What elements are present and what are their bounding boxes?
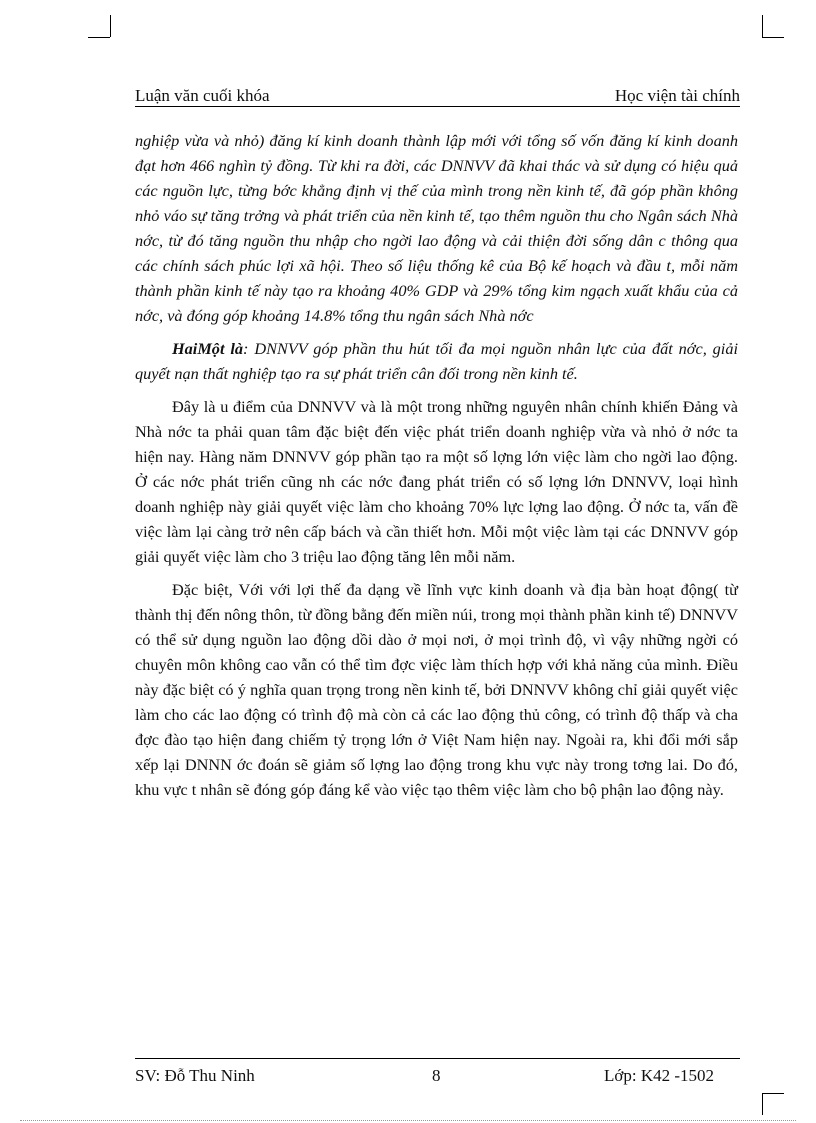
header-rule [135, 106, 740, 107]
crop-mark-top-right-h [762, 37, 784, 38]
crop-mark-bottom-right-h [762, 1093, 784, 1094]
paragraph-2-text: : DNNVV góp phần thu hút tối đa mọi nguồn nhân lực của đất nớc, giải quyết nạn thất nghiệp tạo ra sự phát triển cân đối trong nền kinh tế. [135, 339, 738, 383]
crop-mark-top-right-v [762, 15, 763, 37]
paragraph-3: Đây là u điểm của DNNVV và là một trong những nguyên nhân chính khiến Đảng và Nhà nớc ta phải quan tâm đặc biệt đến việc phát triển doanh nghiệp vừa và nhỏ ở nớc ta hiện nay. Hàng năm DNNVV góp phần tạo ra một số lợng lớn việc làm cho ngời lao động. Ở các nớc phát triển cũng nh các nớc đang phát triển có số lợng lớn DNNVV, loại hình doanh nghiệp này giải quyết việc làm cho khoảng 70% lực lợng lao động. Ở nớc ta, vấn đề việc làm lại càng trở nên cấp bách và cần thiết hơn. Mỗi một việc làm tại các DNNVV góp giải quyết việc làm cho 3 triệu lao động tăng lên mỗi năm. [135, 397, 738, 566]
page-bottom-dotted-border [20, 1120, 796, 1121]
document-body [135, 128, 738, 810]
footer-page-number: 8 [432, 1066, 441, 1085]
header-right-title: Học viện tài chính [614, 86, 740, 105]
header-left-title: Luận văn cuối khóa [135, 86, 270, 105]
footer-rule [135, 1058, 740, 1059]
footer-student: SV: Đỗ Thu Ninh [135, 1066, 255, 1085]
paragraph-1: nghiệp vừa và nhỏ) đăng kí kinh doanh thành lập mới với tổng số vốn đăng kí kinh doanh đạt hơn 466 nghìn tỷ đồng. Từ khi ra đời, các DNNVV đã khai thác và sử dụng có hiệu quả các nguồn lực, từng bớc khẳng định vị thế của mình trong nền kinh tế, đã góp phần không nhỏ váo sự tăng trởng và phát triển của nền kinh tế, tạo thêm nguồn thu cho Ngân sách Nhà nớc, từ đó tăng nguồn thu nhập cho ngời lao động và cải thiện đời sống dân c thông qua các chính sách phúc lợi xã hội. Theo số liệu thống kê của Bộ kế hoạch và đầu t, mỗi năm thành phần kinh tế này tạo ra khoảng 40% GDP và 29% tổng kim ngạch xuất khẩu của cả nớc, và đóng góp khoảng 14.8% tổng thu ngân sách Nhà nớc [135, 131, 738, 325]
paragraph-2 [135, 336, 738, 386]
footer-class: Lớp: K42 -1502 [604, 1066, 715, 1085]
paragraph-2-label: HaiMột là [172, 339, 244, 358]
paragraph-4: Đặc biệt, Với với lợi thế đa dạng về lĩnh vực kinh doanh và địa bàn hoạt động( từ thành thị đến nông thôn, từ đồng bằng đến miền núi, trong mọi thành phần kinh tế) DNNVV có thể sử dụng nguồn lao động dồi dào ở mọi nơi, ở mọi trình độ, vì vậy những ngời có chuyên môn không cao vẫn có thể tìm đợc việc làm thích hợp với khả năng của mình. Điều này đặc biệt có ý nghĩa quan trọng trong nền kinh tế, bởi DNNVV không chỉ giải quyết việc làm cho các lao động có trình độ mà còn cả các lao động thủ công, có trình độ thấp và cha đợc đào tạo hiện đang chiếm tỷ trọng lớn ở Việt Nam hiện nay. Ngoài ra, khi đổi mới sắp xếp lại DNNN ớc đoán sẽ giảm số lợng lao động trong khu vực này trong tơng lai. Do đó, khu vực t nhân sẽ đóng góp đáng kể vào việc tạo thêm việc làm cho bộ phận lao động này. [135, 580, 738, 799]
crop-mark-bottom-right-v [762, 1093, 763, 1115]
crop-mark-top-left-v [110, 15, 111, 37]
page-header [135, 80, 740, 106]
crop-mark-top-left-h [88, 37, 110, 38]
